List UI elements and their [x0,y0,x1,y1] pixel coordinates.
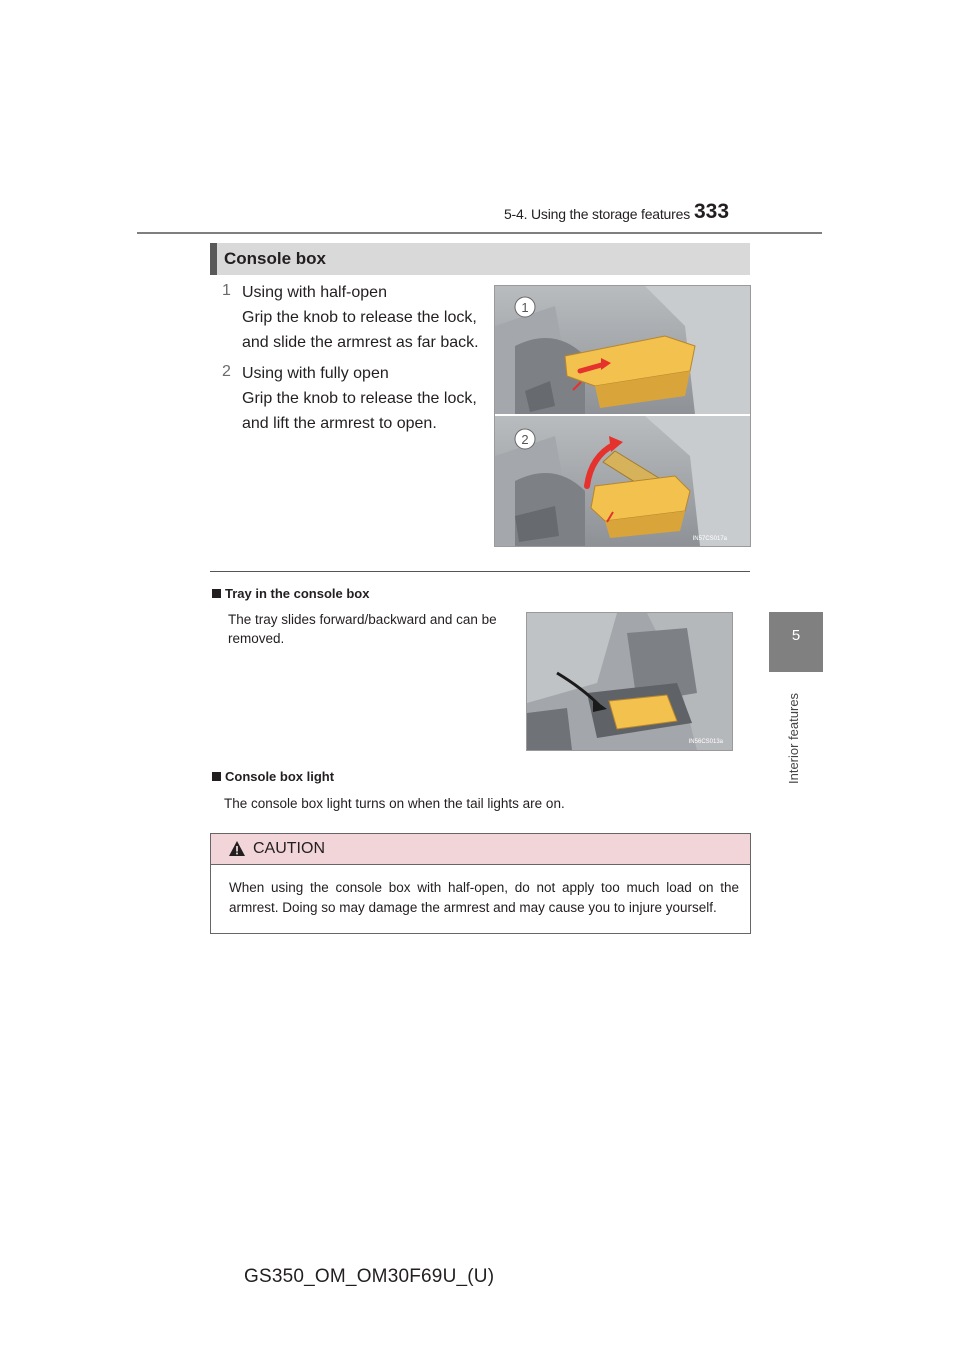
console-box-illustration [495,286,750,546]
section-title: Console box [224,249,327,268]
step-1-line-1: Grip the knob to release the lock, [242,309,477,326]
square-bullet-icon [212,772,221,781]
notes-rule [210,571,750,572]
step-1-line-2: and slide the armrest as far back. [242,334,479,351]
step-1 [242,280,479,355]
warning-triangle-icon [228,840,246,857]
step-2 [242,361,477,436]
chapter-number: 5 [791,627,801,644]
page-number: 333 [694,200,730,223]
panel-1-callout-label: 1 [521,300,529,315]
panel-2-callout-label: 2 [521,432,529,447]
caution-header [211,834,750,865]
note-1-heading-text: Tray in the console box [225,586,370,601]
note-1-line-2: removed. [228,631,285,646]
chapter-label: Interior features [786,692,801,784]
figure-code-2: IN56CS013a [688,739,723,745]
square-bullet-icon [212,589,221,598]
step-number-1: 1 [222,282,231,299]
section-heading-bar [210,243,750,275]
running-header-title: 5-4. Using the storage features [503,206,690,222]
step-number-2: 2 [222,363,231,380]
caution-text: When using the console box with half-open, do not apply too much load on the armrest. Doing so may damage the armrest and may cause you to injure yourself. [229,880,739,915]
tray-figure [526,612,733,751]
step-1-heading: Using with half-open [242,284,387,301]
section-marker [210,243,217,275]
figure-code-1: IN57CS017a [692,536,727,542]
note-2-body: The console box light turns on when the tail lights are on. [224,796,565,811]
header-rule [137,232,822,234]
step-2-line-2: and lift the armrest to open. [242,415,437,432]
console-box-figure [494,285,751,547]
caution-box [210,833,751,934]
note-2-heading-text: Console box light [225,769,335,784]
step-2-line-1: Grip the knob to release the lock, [242,390,477,407]
note-2-heading [212,769,334,784]
chapter-label-wrap [786,680,806,790]
note-1-line-1: The tray slides forward/backward and can be [228,612,497,627]
step-2-heading: Using with fully open [242,365,389,382]
note-1-heading [212,586,369,601]
tray-illustration [527,613,732,750]
document-code: GS350_OM_OM30F69U_(U) [244,1266,495,1287]
note-1-body [228,610,497,648]
caution-label: CAUTION [253,840,325,857]
